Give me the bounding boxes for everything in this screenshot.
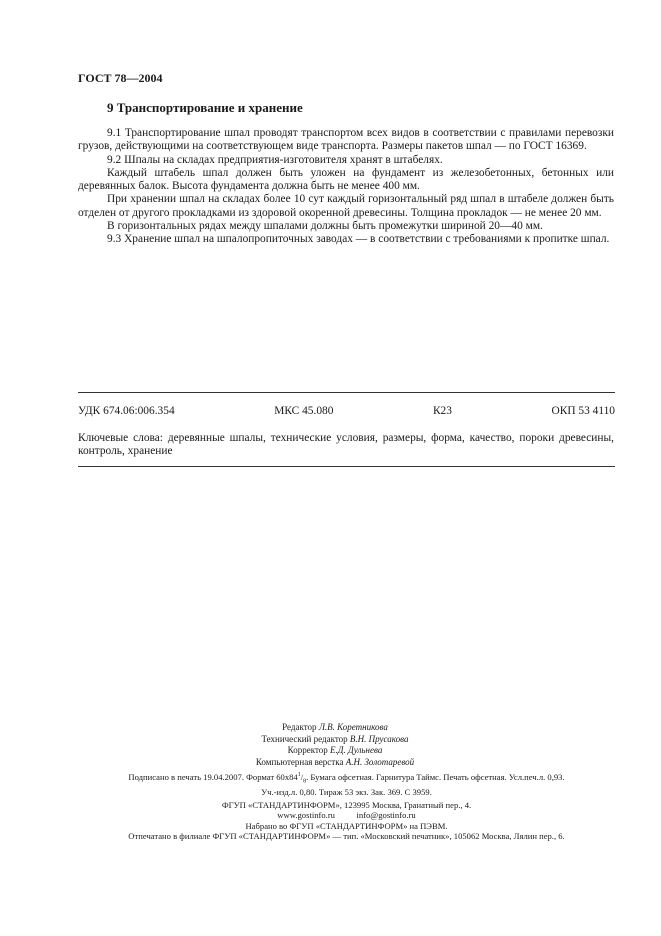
section-body bbox=[78, 127, 614, 247]
print-info-line2: Уч.-изд.л. 0,80. Тираж 53 экз. Зак. 369. С 3959. bbox=[261, 787, 432, 798]
k-code: К23 bbox=[432, 405, 452, 417]
credits-block bbox=[200, 722, 470, 768]
section-title: 9 Транспортирование и хранение bbox=[107, 100, 303, 115]
keywords: Ключевые слова: деревянные шпалы, технические условия, размеры, форма, качество, пороки древесины, контроль, хранение bbox=[78, 432, 614, 458]
paragraph-9-2: 9.2 Шпалы на складах предприятия-изготовителя хранят в штабелях. bbox=[107, 153, 443, 166]
paragraph-storage-spacers: При хранении шпал на складах более 10 сут каждый горизонтальный ряд шпал в штабеле должен быть отделен от другого прокладками из здоровой окоренной древесины. Толщина прокладок — не менее 20 мм. bbox=[78, 193, 614, 219]
okp-code: ОКП 53 4110 bbox=[551, 405, 615, 417]
publisher-typeset: Набрано во ФГУП «СТАНДАРТИНФОРМ» на ПЭВМ. bbox=[245, 820, 448, 831]
publisher-address: ФГУП «СТАНДАРТИНФОРМ», 123995 Москва, Гранатный пер., 4. bbox=[221, 800, 472, 810]
udk-code: УДК 674.06:006.354 bbox=[78, 405, 175, 417]
mks-code: МКС 45.080 bbox=[274, 405, 334, 417]
divider-bottom bbox=[78, 466, 615, 467]
paragraph-foundation: Каждый штабель шпал должен быть уложен на фундамент из железобетонных, бетонных или деревянных балок. Высота фундамента должна быть не менее 400 мм. bbox=[78, 166, 614, 193]
publisher-printed: Отпечатано в филиале ФГУП «СТАНДАРТИНФОРМ» — тип. «Московский печатник», 105062 Москва, Лялин пер., 6. bbox=[128, 830, 565, 841]
credit-tech-editor: Технический редактор В.Н. Прусакова bbox=[261, 733, 409, 744]
print-info-line1: Подписано в печать 19.04.2007. Формат $60x84^1/_8$. Бумага офсетная. Гарнитура Таймс. Печать офсетная. Усл.печ.л. 0,93. bbox=[128, 771, 565, 785]
publisher-block bbox=[78, 800, 615, 841]
print-info bbox=[78, 770, 615, 798]
credit-corrector: Корректор Е.Д. Дульнева bbox=[287, 745, 383, 755]
credit-layout: Компьютерная верстка А.Н. Золотаревой bbox=[255, 756, 415, 767]
paragraph-9-3: 9.3 Хранение шпал на шпалопропиточных заводах — в соответствии с требованиями к пропитке шпал. bbox=[107, 233, 610, 246]
publisher-contacts: www.gostinfo.ru info@gostinfo.ru bbox=[277, 810, 416, 821]
credit-editor: Редактор Л.В. Коретникова bbox=[282, 722, 388, 732]
classification-row bbox=[78, 405, 615, 417]
paragraph-9-1: 9.1 Транспортирование шпал проводят транспортом всех видов в соответствии с правилами перевозки грузов, действующими на соответствующем виде транспорта. Размеры пакетов шпал — по ГОСТ 16369. bbox=[78, 127, 614, 153]
document-code: ГОСТ 78—2004 bbox=[78, 71, 163, 85]
paragraph-gaps: В горизонтальных рядах между шпалами должны быть промежутки шириной 20—40 мм. bbox=[107, 220, 543, 233]
divider-top bbox=[78, 392, 615, 393]
